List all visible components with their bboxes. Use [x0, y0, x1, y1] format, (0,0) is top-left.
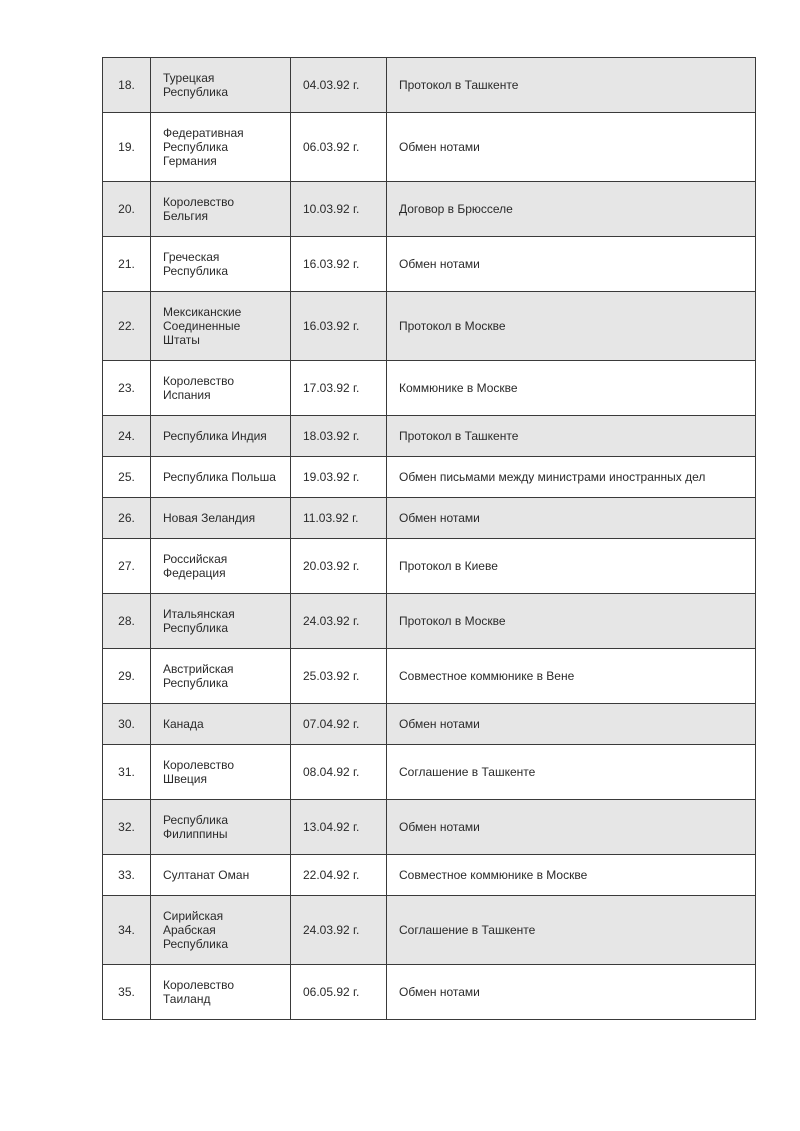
establishment-form: Протокол в Москве — [387, 594, 756, 649]
country-name: Мексиканские Соединенные Штаты — [151, 292, 291, 361]
establishment-form: Соглашение в Ташкенте — [387, 896, 756, 965]
establishment-form: Обмен нотами — [387, 965, 756, 1020]
row-number: 27. — [103, 539, 151, 594]
establishment-form: Обмен нотами — [387, 800, 756, 855]
establishment-date: 19.03.92 г. — [291, 457, 387, 498]
table-row — [103, 182, 756, 237]
establishment-date: 11.03.92 г. — [291, 498, 387, 539]
establishment-date: 13.04.92 г. — [291, 800, 387, 855]
table-row — [103, 498, 756, 539]
country-name: Республика Филиппины — [151, 800, 291, 855]
establishment-date: 18.03.92 г. — [291, 416, 387, 457]
row-number: 24. — [103, 416, 151, 457]
country-name: Греческая Республика — [151, 237, 291, 292]
country-name: Австрийская Республика — [151, 649, 291, 704]
establishment-form: Протокол в Москве — [387, 292, 756, 361]
row-number: 30. — [103, 704, 151, 745]
establishment-date: 07.04.92 г. — [291, 704, 387, 745]
country-name: Королевство Таиланд — [151, 965, 291, 1020]
establishment-form: Соглашение в Ташкенте — [387, 745, 756, 800]
row-number: 28. — [103, 594, 151, 649]
row-number: 35. — [103, 965, 151, 1020]
establishment-form: Обмен нотами — [387, 113, 756, 182]
country-name: Канада — [151, 704, 291, 745]
table-row — [103, 539, 756, 594]
table-row — [103, 361, 756, 416]
table-row — [103, 896, 756, 965]
country-name: Сирийская Арабская Республика — [151, 896, 291, 965]
establishment-date: 20.03.92 г. — [291, 539, 387, 594]
country-name: Турецкая Республика — [151, 58, 291, 113]
establishment-form: Договор в Брюсселе — [387, 182, 756, 237]
country-name: Королевство Испания — [151, 361, 291, 416]
establishment-date: 10.03.92 г. — [291, 182, 387, 237]
establishment-date: 06.05.92 г. — [291, 965, 387, 1020]
row-number: 34. — [103, 896, 151, 965]
establishment-form: Совместное коммюнике в Вене — [387, 649, 756, 704]
establishment-date: 24.03.92 г. — [291, 594, 387, 649]
country-name: Республика Польша — [151, 457, 291, 498]
table-row — [103, 855, 756, 896]
row-number: 26. — [103, 498, 151, 539]
row-number: 23. — [103, 361, 151, 416]
row-number: 32. — [103, 800, 151, 855]
table-row — [103, 457, 756, 498]
establishment-date: 06.03.92 г. — [291, 113, 387, 182]
establishment-date: 16.03.92 г. — [291, 237, 387, 292]
country-name: Республика Индия — [151, 416, 291, 457]
establishment-date: 17.03.92 г. — [291, 361, 387, 416]
establishment-form: Обмен письмами между министрами иностранных дел — [387, 457, 756, 498]
table-body — [103, 58, 756, 1020]
country-name: Королевство Швеция — [151, 745, 291, 800]
country-name: Российская Федерация — [151, 539, 291, 594]
establishment-date: 16.03.92 г. — [291, 292, 387, 361]
row-number: 25. — [103, 457, 151, 498]
row-number: 29. — [103, 649, 151, 704]
row-number: 31. — [103, 745, 151, 800]
row-number: 22. — [103, 292, 151, 361]
table-row — [103, 292, 756, 361]
establishment-date: 04.03.92 г. — [291, 58, 387, 113]
establishment-form: Протокол в Киеве — [387, 539, 756, 594]
establishment-form: Обмен нотами — [387, 237, 756, 292]
table-row — [103, 237, 756, 292]
establishment-date: 08.04.92 г. — [291, 745, 387, 800]
row-number: 20. — [103, 182, 151, 237]
establishment-date: 24.03.92 г. — [291, 896, 387, 965]
row-number: 33. — [103, 855, 151, 896]
table-row — [103, 416, 756, 457]
country-name: Новая Зеландия — [151, 498, 291, 539]
table-row — [103, 965, 756, 1020]
table-row — [103, 800, 756, 855]
table-row — [103, 594, 756, 649]
establishment-form: Протокол в Ташкенте — [387, 58, 756, 113]
diplomatic-relations-table — [102, 57, 756, 1020]
establishment-form: Протокол в Ташкенте — [387, 416, 756, 457]
establishment-date: 25.03.92 г. — [291, 649, 387, 704]
table-row — [103, 649, 756, 704]
row-number: 21. — [103, 237, 151, 292]
establishment-form: Обмен нотами — [387, 498, 756, 539]
row-number: 18. — [103, 58, 151, 113]
establishment-form: Обмен нотами — [387, 704, 756, 745]
establishment-form: Коммюнике в Москве — [387, 361, 756, 416]
country-name: Итальянская Республика — [151, 594, 291, 649]
country-name: Федеративная Республика Германия — [151, 113, 291, 182]
table-row — [103, 113, 756, 182]
table-row — [103, 58, 756, 113]
establishment-date: 22.04.92 г. — [291, 855, 387, 896]
country-name: Султанат Оман — [151, 855, 291, 896]
establishment-form: Совместное коммюнике в Москве — [387, 855, 756, 896]
table-row — [103, 704, 756, 745]
row-number: 19. — [103, 113, 151, 182]
table-row — [103, 745, 756, 800]
country-name: Королевство Бельгия — [151, 182, 291, 237]
